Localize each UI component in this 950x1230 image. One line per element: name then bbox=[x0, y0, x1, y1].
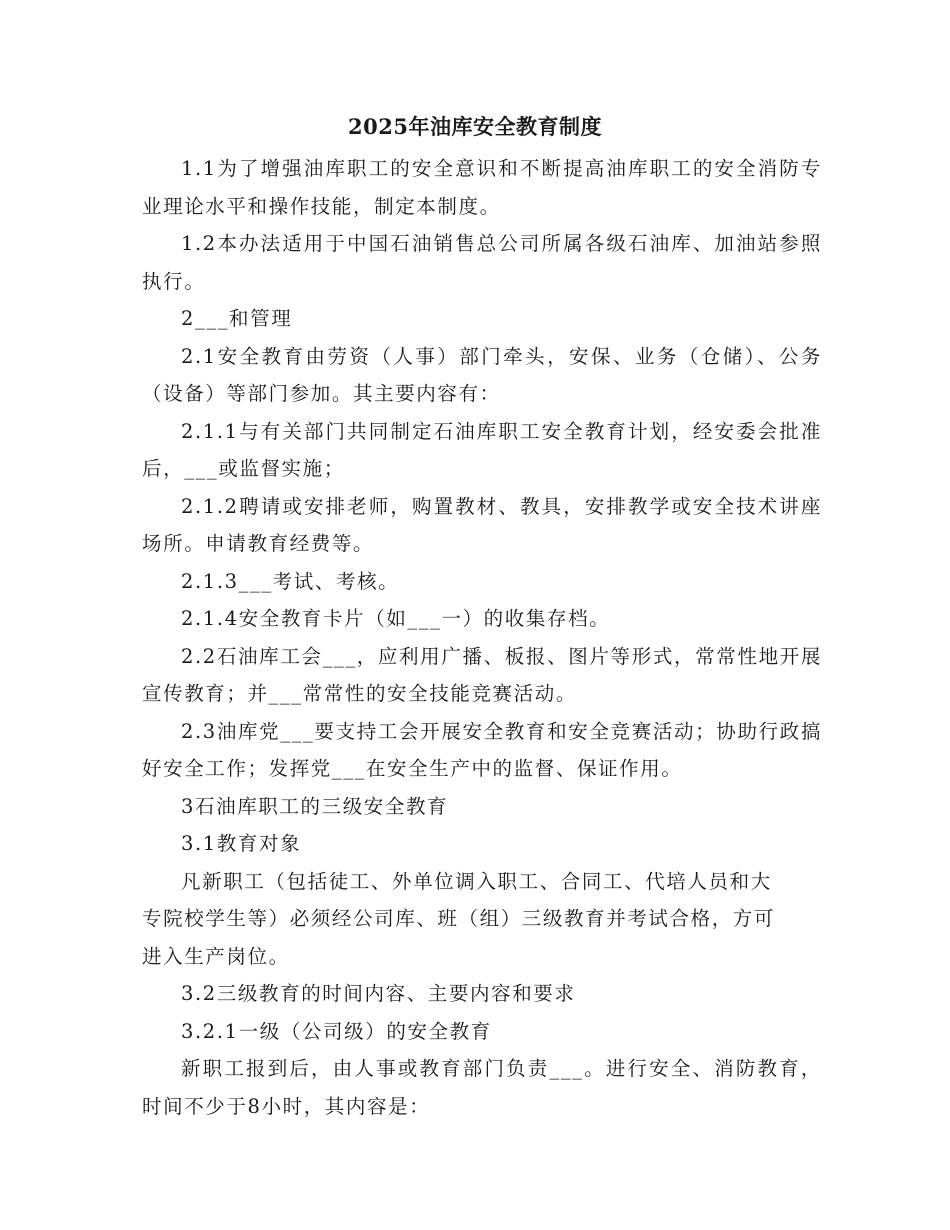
paragraph-3-2-1: 3.2.1一级（公司级）的安全教育 bbox=[181, 1019, 492, 1043]
paragraph-3-1-body-line-1: 凡新职工（包括徒工、外单位调入职工、合同工、代培人员和大 bbox=[181, 869, 772, 893]
paragraph-2-1-3: 2.1.3___考试、考核。 bbox=[181, 569, 400, 593]
document-body bbox=[142, 150, 822, 1125]
paragraph-2-1: 2.1安全教育由劳资（人事）部门牵头，安保、业务（仓储）、公务（设备）等部门参加。其主要内容有： bbox=[142, 344, 822, 405]
document-title: 2025年油库安全教育制度 bbox=[348, 114, 602, 139]
paragraph-2-2: 2.2石油库工会___，应利用广播、板报、图片等形式，常常性地开展宣传教育；并___常常性的安全技能竞赛活动。 bbox=[142, 644, 822, 705]
paragraph-1-1: 1.1为了增强油库职工的安全意识和不断提高油库职工的安全消防专业理论水平和操作技能，制定本制度。 bbox=[142, 157, 822, 218]
section-2-heading: 2___和管理 bbox=[181, 307, 293, 330]
paragraph-3-2-1-body: 新职工报到后，由人事或教育部门负责___。进行安全、消防教育，时间不少于8小时，其内容是： bbox=[142, 1057, 822, 1118]
section-3-heading: 3石油库职工的三级安全教育 bbox=[181, 794, 449, 818]
paragraph-1-2: 1.2本办法适用于中国石油销售总公司所属各级石油库、加油站参照执行。 bbox=[142, 232, 822, 293]
paragraph-2-3: 2.3油库党___要支持工会开展安全教育和安全竞赛活动；协助行政搞好安全工作；发挥党___在安全生产中的监督、保证作用。 bbox=[142, 719, 822, 780]
paragraph-3-1-body-line-2: 专院校学生等）必须经公司库、班（组）三级教育并考试合格，方可 bbox=[142, 907, 776, 930]
paragraph-3-1: 3.1教育对象 bbox=[181, 832, 302, 855]
paragraph-3-1-body-line-3: 进入生产岗位。 bbox=[142, 944, 290, 968]
paragraph-3-2: 3.2三级教育的时间内容、主要内容和要求 bbox=[181, 982, 576, 1005]
paragraph-3-1-body bbox=[142, 863, 822, 976]
paragraph-2-1-1: 2.1.1与有关部门共同制定石油库职工安全教育计划，经安委会批准后，___或监督实施； bbox=[142, 419, 822, 480]
paragraph-2-1-2: 2.1.2聘请或安排老师，购置教材、教具，安排教学或安全技术讲座场所。申请教育经费等。 bbox=[142, 494, 822, 555]
paragraph-2-1-4: 2.1.4安全教育卡片（如___一）的收集存档。 bbox=[181, 607, 611, 630]
